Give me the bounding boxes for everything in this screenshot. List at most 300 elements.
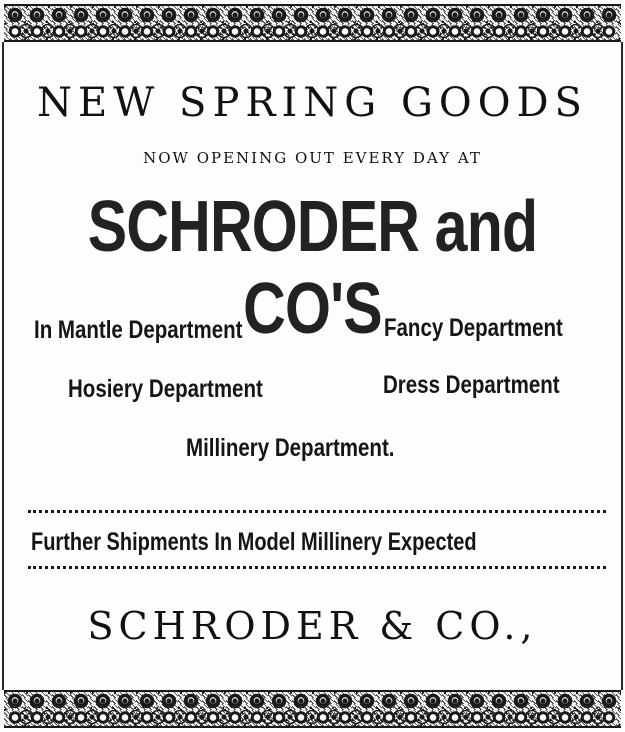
rosette-center xyxy=(331,714,336,719)
rosette-petal xyxy=(374,33,376,35)
rosette-petal xyxy=(468,713,470,715)
rosette-petal xyxy=(506,33,508,35)
rosette-petal xyxy=(385,703,387,705)
rosette-center xyxy=(100,698,105,703)
rosette-center xyxy=(375,714,380,719)
rosette-petal xyxy=(292,713,294,715)
rosette-center xyxy=(441,28,446,33)
rosette-petal xyxy=(385,17,387,19)
rosette-petal xyxy=(545,697,547,699)
rosette-petal xyxy=(358,713,360,715)
rosette-petal xyxy=(50,27,52,29)
rosette-petal xyxy=(341,697,343,699)
rosette-petal xyxy=(473,11,475,13)
rosette-petal xyxy=(55,17,57,19)
rosette-petal xyxy=(457,17,459,19)
rosette-petal xyxy=(451,17,453,19)
rosette-petal xyxy=(578,27,580,29)
rosette-center xyxy=(221,714,226,719)
rosette-petal xyxy=(594,27,596,29)
rosette-petal xyxy=(209,11,211,13)
rosette-petal xyxy=(396,713,398,715)
rosette-petal xyxy=(22,719,24,721)
rosette-petal xyxy=(99,697,101,699)
rosette-center xyxy=(67,714,72,719)
rosette-center xyxy=(419,714,424,719)
rosette-petal xyxy=(88,713,90,715)
rosette-center xyxy=(397,714,402,719)
rosette-petal xyxy=(33,11,35,13)
rosette-petal xyxy=(39,697,41,699)
rosette-petal xyxy=(127,697,129,699)
rosette-center xyxy=(111,714,116,719)
rosette-petal xyxy=(528,719,530,721)
rosette-petal xyxy=(534,27,536,29)
rosette-petal xyxy=(160,27,162,29)
rosette-petal xyxy=(374,27,376,29)
rosette-center xyxy=(507,28,512,33)
rosette-petal xyxy=(292,33,294,35)
rosette-petal xyxy=(594,33,596,35)
rosette-petal xyxy=(297,17,299,19)
rosette-petal xyxy=(319,17,321,19)
rosette-center xyxy=(496,12,501,17)
rosette-petal xyxy=(127,703,129,705)
rosette-petal xyxy=(528,33,530,35)
rosette-petal xyxy=(55,697,57,699)
rosette-petal xyxy=(17,11,19,13)
rosette-petal xyxy=(512,27,514,29)
rosette-petal xyxy=(72,719,74,721)
rosette-petal xyxy=(275,703,277,705)
rosette-petal xyxy=(303,703,305,705)
rosette-petal xyxy=(105,703,107,705)
rosette-petal xyxy=(369,17,371,19)
rosette-petal xyxy=(578,33,580,35)
rosette-petal xyxy=(292,27,294,29)
rosette-petal xyxy=(517,17,519,19)
rosette-petal xyxy=(479,703,481,705)
rosette-petal xyxy=(121,697,123,699)
rosette-petal xyxy=(226,719,228,721)
rosette-petal xyxy=(462,27,464,29)
rosette-center xyxy=(463,28,468,33)
rosette-petal xyxy=(578,713,580,715)
rosette-petal xyxy=(418,719,420,721)
rosette-center xyxy=(34,12,39,17)
rosette-petal xyxy=(209,703,211,705)
rosette-center xyxy=(12,698,17,703)
rosette-petal xyxy=(116,713,118,715)
rosette-petal xyxy=(11,697,13,699)
rosette-petal xyxy=(297,703,299,705)
rosette-center xyxy=(166,698,171,703)
rosette-petal xyxy=(523,697,525,699)
rosette-petal xyxy=(248,27,250,29)
rosette-petal xyxy=(512,33,514,35)
rosette-petal xyxy=(506,719,508,721)
rosette-petal xyxy=(605,703,607,705)
rosette-petal xyxy=(462,33,464,35)
rosette-petal xyxy=(556,713,558,715)
rosette-petal xyxy=(253,703,255,705)
rosette-petal xyxy=(55,11,57,13)
rosette-petal xyxy=(319,11,321,13)
rosette-petal xyxy=(374,719,376,721)
rosette-center xyxy=(551,28,556,33)
rosette-petal xyxy=(237,17,239,19)
dotted-divider-bottom xyxy=(28,566,606,569)
rosette-petal xyxy=(391,17,393,19)
rosette-petal xyxy=(347,17,349,19)
rosette-petal xyxy=(578,719,580,721)
rosette-petal xyxy=(336,33,338,35)
rosette-petal xyxy=(187,17,189,19)
rosette-petal xyxy=(28,719,30,721)
rosette-center xyxy=(155,714,160,719)
rosette-petal xyxy=(154,27,156,29)
rosette-center xyxy=(320,12,325,17)
rosette-petal xyxy=(572,713,574,715)
rosette-center xyxy=(518,12,523,17)
rosette-petal xyxy=(611,697,613,699)
rosette-petal xyxy=(308,713,310,715)
rosette-petal xyxy=(204,719,206,721)
rosette-petal xyxy=(204,713,206,715)
rosette-petal xyxy=(396,33,398,35)
rosette-center xyxy=(507,714,512,719)
rosette-center xyxy=(298,12,303,17)
rosette-petal xyxy=(165,703,167,705)
rosette-center xyxy=(309,714,314,719)
rosette-petal xyxy=(424,713,426,715)
rosette-petal xyxy=(523,703,525,705)
rosette-petal xyxy=(39,703,41,705)
rosette-petal xyxy=(435,697,437,699)
rosette-petal xyxy=(572,719,574,721)
rosette-petal xyxy=(11,703,13,705)
rosette-petal xyxy=(561,11,563,13)
rosette-center xyxy=(45,28,50,33)
rosette-petal xyxy=(352,33,354,35)
rosette-petal xyxy=(341,11,343,13)
rosette-petal xyxy=(66,27,68,29)
rosette-petal xyxy=(336,27,338,29)
rosette-petal xyxy=(88,33,90,35)
rosette-petal xyxy=(138,27,140,29)
rosette-petal xyxy=(286,33,288,35)
rosette-petal xyxy=(484,27,486,29)
rosette-petal xyxy=(303,17,305,19)
rosette-petal xyxy=(347,11,349,13)
rosette-petal xyxy=(160,33,162,35)
rosette-petal xyxy=(110,33,112,35)
rosette-petal xyxy=(193,11,195,13)
rosette-petal xyxy=(396,719,398,721)
rosette-center xyxy=(78,698,83,703)
rosette-petal xyxy=(105,697,107,699)
rosette-center xyxy=(111,28,116,33)
rosette-petal xyxy=(253,17,255,19)
rosette-petal xyxy=(110,713,112,715)
rosette-petal xyxy=(490,713,492,715)
rosette-petal xyxy=(94,719,96,721)
rosette-petal xyxy=(528,27,530,29)
rosette-center xyxy=(375,28,380,33)
rosette-petal xyxy=(583,11,585,13)
rosette-petal xyxy=(407,703,409,705)
rosette-petal xyxy=(539,11,541,13)
rosette-petal xyxy=(209,17,211,19)
rosette-center xyxy=(408,12,413,17)
rosette-petal xyxy=(363,17,365,19)
rosette-petal xyxy=(358,27,360,29)
rosette-petal xyxy=(363,697,365,699)
rosette-petal xyxy=(160,719,162,721)
rosette-petal xyxy=(77,17,79,19)
rosette-petal xyxy=(600,713,602,715)
rosette-center xyxy=(518,698,523,703)
rosette-petal xyxy=(605,11,607,13)
rosette-petal xyxy=(391,703,393,705)
rosette-center xyxy=(166,12,171,17)
rosette-petal xyxy=(435,703,437,705)
rosette-petal xyxy=(528,713,530,715)
rosette-petal xyxy=(413,17,415,19)
rosette-petal xyxy=(44,33,46,35)
rosette-center xyxy=(309,28,314,33)
rosette-petal xyxy=(242,719,244,721)
rosette-petal xyxy=(341,703,343,705)
rosette-center xyxy=(122,698,127,703)
rosette-petal xyxy=(215,703,217,705)
rosette-petal xyxy=(83,703,85,705)
rosette-petal xyxy=(446,713,448,715)
rosette-petal xyxy=(418,713,420,715)
rosette-petal xyxy=(182,33,184,35)
rosette-petal xyxy=(286,27,288,29)
rosette-center xyxy=(221,28,226,33)
rosette-petal xyxy=(248,33,250,35)
rosette-center xyxy=(562,12,567,17)
rosette-center xyxy=(529,28,534,33)
rosette-petal xyxy=(127,11,129,13)
rosette-petal xyxy=(561,17,563,19)
right-border-rule xyxy=(621,42,623,690)
rosette-petal xyxy=(495,703,497,705)
rosette-petal xyxy=(512,713,514,715)
rosette-center xyxy=(133,714,138,719)
rosette-petal xyxy=(550,27,552,29)
rosette-petal xyxy=(303,11,305,13)
rosette-petal xyxy=(171,697,173,699)
rosette-petal xyxy=(77,703,79,705)
rosette-petal xyxy=(440,27,442,29)
rosette-petal xyxy=(457,11,459,13)
rosette-petal xyxy=(347,697,349,699)
rosette-petal xyxy=(281,697,283,699)
rosette-petal xyxy=(501,703,503,705)
rosette-petal xyxy=(286,713,288,715)
rosette-center xyxy=(276,12,281,17)
rosette-center xyxy=(441,714,446,719)
rosette-petal xyxy=(187,697,189,699)
ornamental-border-bottom xyxy=(4,690,621,728)
rosette-petal xyxy=(523,11,525,13)
rosette-petal xyxy=(484,713,486,715)
rosette-petal xyxy=(567,11,569,13)
rosette-petal xyxy=(605,17,607,19)
rosette-petal xyxy=(50,719,52,721)
rosette-petal xyxy=(325,17,327,19)
rosette-petal xyxy=(583,17,585,19)
headline: NEW SPRING GOODS xyxy=(37,80,588,126)
rosette-petal xyxy=(600,719,602,721)
rosette-petal xyxy=(473,17,475,19)
rosette-petal xyxy=(220,27,222,29)
department-mantle: In Mantle Department xyxy=(34,316,243,344)
rosette-petal xyxy=(270,33,272,35)
rosette-petal xyxy=(534,33,536,35)
rosette-center xyxy=(606,12,611,17)
rosette-petal xyxy=(567,703,569,705)
rosette-petal xyxy=(66,713,68,715)
rosette-petal xyxy=(336,719,338,721)
rosette-petal xyxy=(22,27,24,29)
rosette-petal xyxy=(325,11,327,13)
rosette-petal xyxy=(17,17,19,19)
rosette-petal xyxy=(435,17,437,19)
rosette-center xyxy=(353,714,358,719)
rosette-petal xyxy=(501,11,503,13)
rosette-petal xyxy=(242,27,244,29)
rosette-petal xyxy=(391,697,393,699)
rosette-petal xyxy=(314,27,316,29)
rosette-petal xyxy=(231,703,233,705)
rosette-petal xyxy=(451,703,453,705)
shipments-notice: Further Shipments In Model Millinery Expected xyxy=(31,528,477,556)
rosette-petal xyxy=(61,17,63,19)
rosette-petal xyxy=(424,27,426,29)
rosette-petal xyxy=(506,713,508,715)
rosette-petal xyxy=(149,17,151,19)
rosette-petal xyxy=(132,27,134,29)
rosette-petal xyxy=(490,719,492,721)
rosette-petal xyxy=(72,33,74,35)
rosette-petal xyxy=(253,697,255,699)
rosette-petal xyxy=(429,703,431,705)
rosette-petal xyxy=(143,697,145,699)
ornamental-border-top xyxy=(4,4,621,42)
rosette-petal xyxy=(193,697,195,699)
rosette-petal xyxy=(215,17,217,19)
rosette-petal xyxy=(182,719,184,721)
rosette-petal xyxy=(468,33,470,35)
rosette-petal xyxy=(165,17,167,19)
rosette-petal xyxy=(545,703,547,705)
rosette-petal xyxy=(484,719,486,721)
rosette-center xyxy=(485,28,490,33)
rosette-center xyxy=(595,714,600,719)
rosette-center xyxy=(199,28,204,33)
rosette-petal xyxy=(314,719,316,721)
rosette-petal xyxy=(550,713,552,715)
rosette-petal xyxy=(61,11,63,13)
rosette-petal xyxy=(110,27,112,29)
rosette-petal xyxy=(330,719,332,721)
rosette-petal xyxy=(275,17,277,19)
rosette-petal xyxy=(440,719,442,721)
rosette-petal xyxy=(319,703,321,705)
rosette-petal xyxy=(121,703,123,705)
rosette-center xyxy=(331,28,336,33)
rosette-petal xyxy=(611,17,613,19)
rosette-petal xyxy=(413,697,415,699)
rosette-petal xyxy=(215,11,217,13)
rosette-center xyxy=(177,28,182,33)
rosette-petal xyxy=(589,17,591,19)
rosette-center xyxy=(452,698,457,703)
rosette-petal xyxy=(330,33,332,35)
rosette-petal xyxy=(11,11,13,13)
rosette-petal xyxy=(506,27,508,29)
rosette-petal xyxy=(462,719,464,721)
rosette-petal xyxy=(418,27,420,29)
rosette-petal xyxy=(132,33,134,35)
rosette-petal xyxy=(451,11,453,13)
rosette-petal xyxy=(220,719,222,721)
rosette-petal xyxy=(281,17,283,19)
rosette-petal xyxy=(193,17,195,19)
rosette-petal xyxy=(171,17,173,19)
rosette-petal xyxy=(545,11,547,13)
rosette-petal xyxy=(583,703,585,705)
rosette-center xyxy=(551,714,556,719)
rosette-petal xyxy=(424,719,426,721)
rosette-petal xyxy=(182,713,184,715)
rosette-petal xyxy=(55,703,57,705)
rosette-petal xyxy=(495,17,497,19)
subheadline: NOW OPENING OUT EVERY DAY AT xyxy=(143,149,482,167)
rosette-petal xyxy=(149,11,151,13)
rosette-petal xyxy=(413,11,415,13)
rosette-petal xyxy=(77,11,79,13)
rosette-center xyxy=(265,714,270,719)
rosette-petal xyxy=(440,713,442,715)
rosette-petal xyxy=(143,703,145,705)
rosette-petal xyxy=(600,27,602,29)
rosette-center xyxy=(408,698,413,703)
rosette-petal xyxy=(193,703,195,705)
rosette-petal xyxy=(83,11,85,13)
rosette-petal xyxy=(66,719,68,721)
rosette-petal xyxy=(105,17,107,19)
rosette-center xyxy=(89,714,94,719)
rosette-center xyxy=(320,698,325,703)
rosette-petal xyxy=(66,33,68,35)
rosette-center xyxy=(397,28,402,33)
rosette-petal xyxy=(198,719,200,721)
rosette-petal xyxy=(50,33,52,35)
rosette-petal xyxy=(171,11,173,13)
rosette-petal xyxy=(413,703,415,705)
rosette-center xyxy=(287,714,292,719)
rosette-petal xyxy=(264,713,266,715)
rosette-petal xyxy=(446,33,448,35)
rosette-petal xyxy=(297,697,299,699)
rosette-petal xyxy=(17,697,19,699)
rosette-center xyxy=(342,12,347,17)
